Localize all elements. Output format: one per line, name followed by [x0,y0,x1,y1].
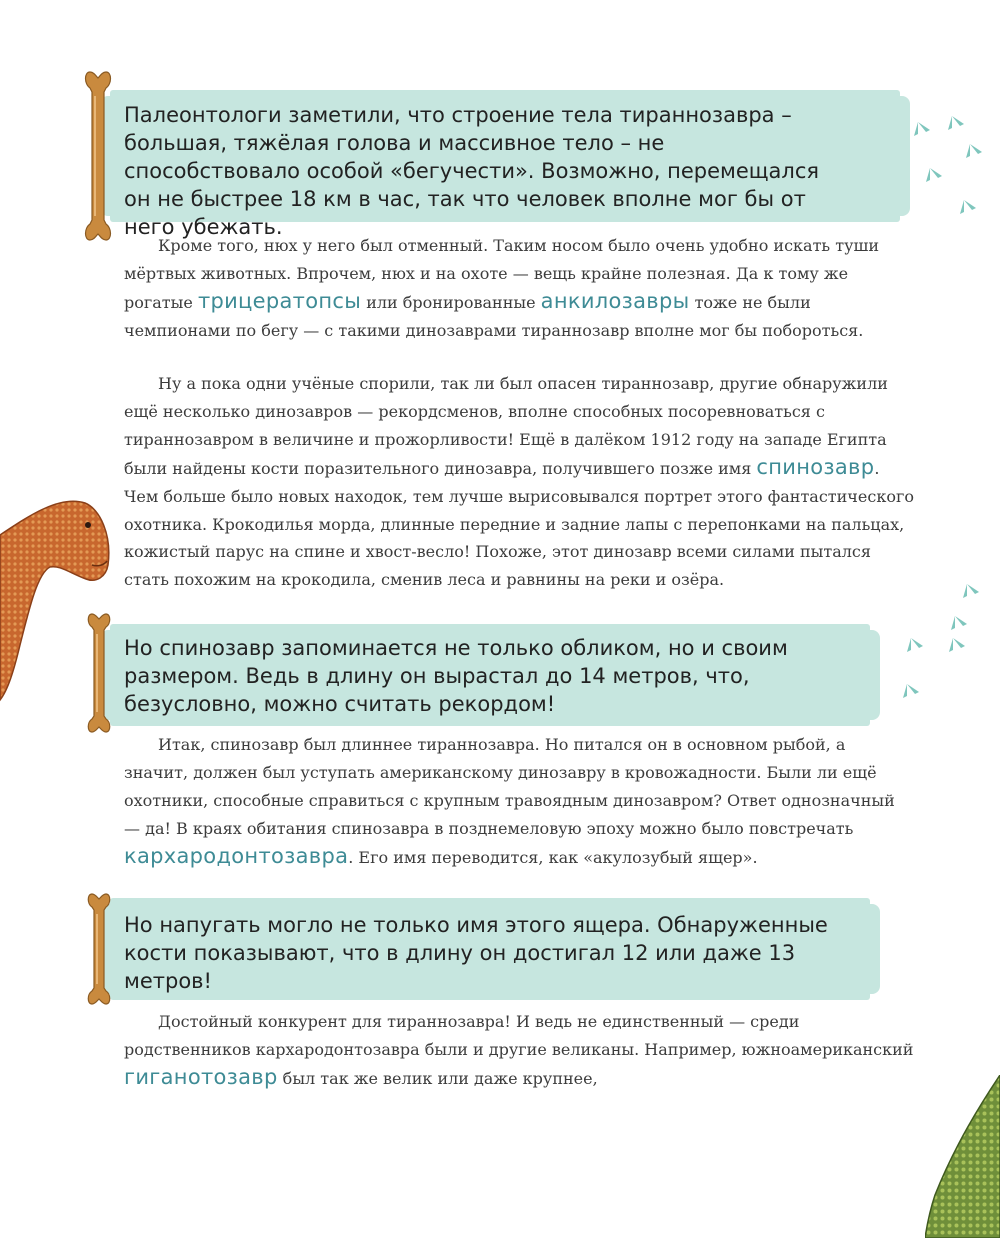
bird-flock-icon [895,580,995,710]
paragraph-text: Итак, спинозавр был длиннее тираннозавра. Но питался он в основном рыбой, а значит, должен был уступать американскому динозавру в кровожадности. Были ли ещё охотники, способные справиться с крупным травоядным динозавром? Ответ однозначный — да! В краях обитания спинозавра в позднемеловую эпоху можно было повстречать [124,735,895,838]
paragraph-text: Кроме того, нюх у него был отменный. Таким носом было очень удобно искать туши мёртвых животных. Впрочем, нюх и на охоте — вещь крайне полезная. Да к тому же рогатые [124,236,880,312]
dinosaur-term: кархародонтозавра [124,843,349,868]
callout-text: Палеонтологи заметили, что строение тела тираннозавра – большая, тяжёлая голова и массивное тело – не способствовало особой «бегучести». Возможно, перемещался он не быстрее 18 км в час, так что человек вполне мог бы от него убежать. [124,103,820,239]
bone-icon [86,892,112,1006]
paragraph-text: Достойный конкурент для тираннозавра! И ведь не единственный — среди родственников кархародонтозавра были и другие великаны. Например, южноамериканский [124,1012,914,1059]
body-paragraph [124,731,914,872]
dinosaur-tail-illustration [925,1075,1000,1238]
dinosaur-term: анкилозавры [540,288,690,313]
bone-icon [86,612,112,734]
paragraph-text: был так же велик или даже крупнее, [277,1068,598,1088]
paragraph-text: . Его имя переводится, как «акулозубый ящер». [348,847,758,867]
body-paragraph [124,232,914,345]
bone-icon [82,70,114,242]
dinosaur-term: гиганотозавр [124,1064,278,1089]
paragraph-text: . Чем больше было новых находок, тем лучше вырисовывался портрет этого фантастического охотника. Крокодилья морда, длинные передние и задние лапы с перепонками на пальцах, кожистый парус на спине и хвост-весло! Похоже, этот динозавр всеми силами пытался стать похожим на крокодила, сменив леса и равнины на реки и озёра. [124,458,914,590]
paragraph-text: или бронированные [361,292,541,312]
dinosaur-term: спинозавр [756,454,875,479]
bird-flock-icon [900,110,990,230]
callout-text: Но спинозавр запоминается не только обликом, но и своим размером. Ведь в длину он вырастал до 14 метров, что, безусловно, можно считать рекордом! [124,636,788,716]
body-paragraph [124,370,914,594]
body-paragraph [124,1008,914,1093]
paragraph-text: Ну а пока одни учёные спорили, так ли был опасен тираннозавр, другие обнаружили ещё несколько динозавров — рекордсменов, вполне способных посоревноваться с тираннозавром в величине и прожорливости! Ещё в далёком 1912 году на западе Египта были найдены кости поразительного динозавра, получившего позже имя [124,374,888,478]
callout-text: Но напугать могло не только имя этого ящера. Обнаруженные кости показывают, что в длину он достигал 12 или даже 13 метров! [124,913,828,993]
dinosaur-term: трицератопсы [197,288,362,313]
paragraph-text: тоже не были чемпионами по бегу — с такими динозаврами тираннозавр вполне мог бы побороться. [124,292,864,340]
